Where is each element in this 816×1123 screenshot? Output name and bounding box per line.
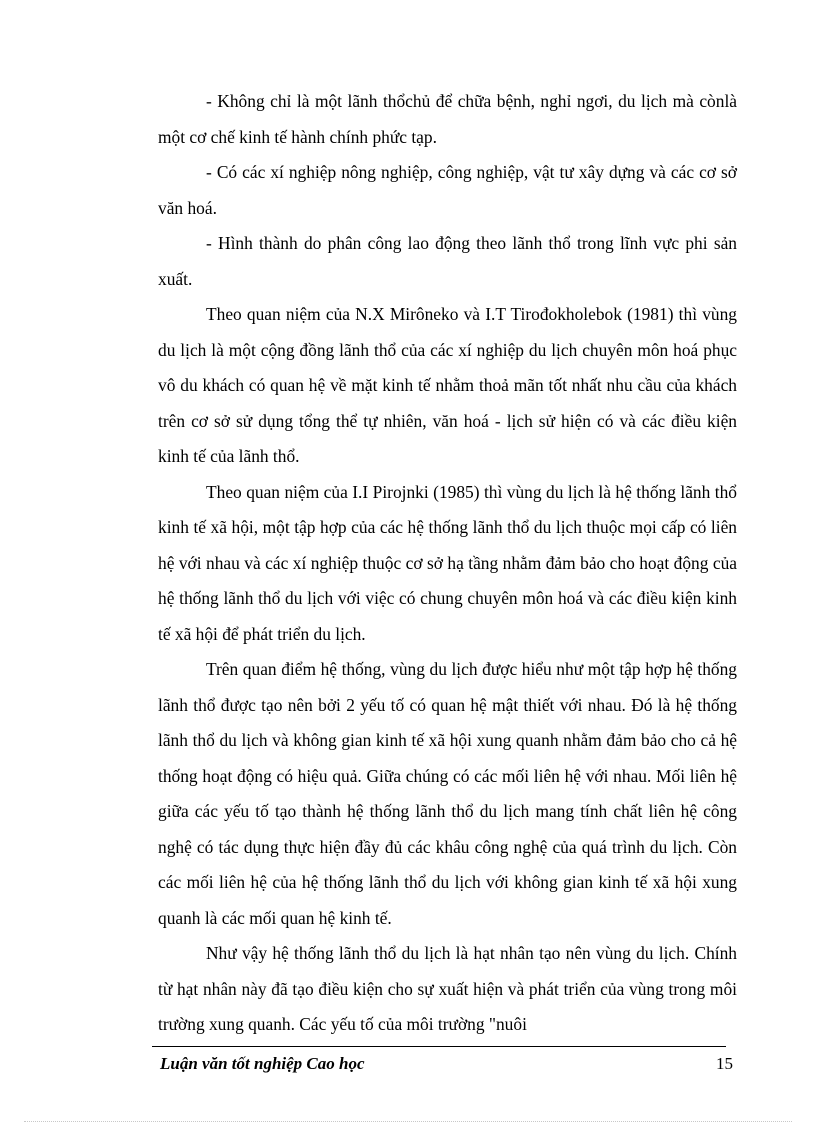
paragraph: Như vậy hệ thống lãnh thổ du lịch là hạt nhân tạo nên vùng du lịch. Chính từ hạt nhân này đã tạo điều kiện cho sự xuất hiện và phát triển của vùng trong môi trường xung quanh. Các yếu tố của môi trường "nuôi xyxy=(158,943,737,1034)
paragraph: - Có các xí nghiệp nông nghiệp, công nghiệp, vật tư xây dựng và các cơ sở văn hoá. xyxy=(158,162,737,218)
footer-title: Luận văn tốt nghiệp Cao học xyxy=(160,1054,365,1073)
paragraph: - Không chỉ là một lãnh thổchủ để chữa bệnh, nghỉ ngơi, du lịch mà cònlà một cơ chế kinh tế hành chính phức tạp. xyxy=(158,91,737,147)
paragraph: - Hình thành do phân công lao động theo lãnh thổ trong lĩnh vực phi sản xuất. xyxy=(158,233,737,289)
page-bottom-border xyxy=(24,1121,792,1122)
paragraph: Trên quan điểm hệ thống, vùng du lịch được hiểu như một tập hợp hệ thống lãnh thổ được tạo nên bởi 2 yếu tố có quan hệ mật thiết với nhau. Đó là hệ thống lãnh thổ du lịch và không gian kinh tế xã hội xung quanh nhằm đảm bảo cho cả hệ thống hoạt động có hiệu quả. Giữa chúng có các mối liên hệ với nhau. Mối liên hệ giữa các yếu tố tạo thành hệ thống lãnh thổ du lịch mang tính chất liên hệ công nghệ có tác dụng thực hiện đầy đủ các khâu công nghệ của quá trình du lịch. Còn các mối liên hệ của hệ thống lãnh thổ du lịch với không gian kinh tế xã hội xung quanh là các mối quan hệ kinh tế. xyxy=(158,659,737,928)
body-text xyxy=(158,84,737,1043)
page-number: 15 xyxy=(716,1054,733,1073)
paragraph: Theo quan niệm của I.I Pirojnki (1985) thì vùng du lịch là hệ thống lãnh thổ kinh tế xã hội, một tập hợp của các hệ thống lãnh thổ du lịch thuộc mọi cấp có liên hệ với nhau và các xí nghiệp thuộc cơ sở hạ tầng nhằm đảm bảo cho hoạt động của hệ thống lãnh thổ du lịch với việc có chung chuyên môn hoá và các điều kiện kinh tế xã hội để phát triển du lịch. xyxy=(158,481,737,644)
paragraph: Theo quan niệm của N.X Mirôneko và I.T Tirođokholebok (1981) thì vùng du lịch là một cộng đồng lãnh thổ của các xí nghiệp du lịch chuyên môn hoá phục vô du khách có quan hệ về mặt kinh tế nhằm thoả mãn tốt nhất nhu cầu của khách trên cơ sở sử dụng tổng thể tự nhiên, văn hoá - lịch sử hiện có và các điều kiện kinh tế của lãnh thổ. xyxy=(158,304,737,466)
footer-divider xyxy=(152,1046,726,1047)
